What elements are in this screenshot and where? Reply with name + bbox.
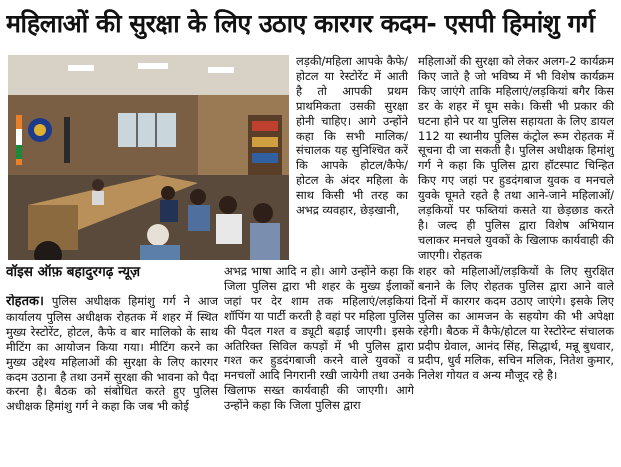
article-headline: महिलाओं की सुरक्षा के लिए उठाए कारगर कदम- एसपी हिमांशु गर्ग (6, 9, 595, 38)
article-column-2 (418, 54, 614, 263)
column-text: महिलाओं की सुरक्षा को लेकर अलग-2 कार्यक्रम किए जाते है जो भविष्य में भी विशेष कार्यक्रम किए जाएंगे ताकि महिलाएं/लड़कियां बगैर किस डर के शहर में घूम सके। किसी भी प्रकार की घटना होने पर या पुलिस सहायता के लिए डायल 112 या स्थानीय पुलिस कंट्रोल रूम रोहतक में सूचना दी जा सकती है। पुलिस अधीक्षक हिमांशु गर्ग ने कहा कि पुलिस द्वारा हॉटस्पाट चिन्हित किए गए जहां पर हुडदंगबाज युवक व मनचले युवके घूमते रहते है तथा आने-जाने महिलाओं/लड़कियों पर फब्तियां कसते या छेड़छाड करते है। जल्द ही पुलिस द्वारा विशेष अभियान चलाकर मनचले युवकों के खिलाफ कार्यवाही की जाएगी। रोहतक (418, 54, 614, 262)
meeting-photo (8, 55, 289, 260)
meeting-room-illustration (8, 55, 289, 260)
article-column-4 (418, 264, 614, 383)
article-column-lead (6, 294, 218, 414)
column-text: लड़की/महिला आपके कैफे/होटल या रेस्टोरेंट में आती है तो आपकी प्रथम प्राथमिकता उसकी सुरक्षा होनी चाहिए। आगे उन्होंने कहा कि सभी मालिक/संचालक यह सुनिश्चित करें कि आपके होटल/कैफे/होटल के अंदर महिला के साथ किसी भी तरह का अभद्र व्यवहार, छेड़खानी, (296, 54, 408, 218)
column-text (6, 294, 218, 414)
article-byline: वॉइस ऑफ़ बहादुरगढ़ न्यूज़ (6, 264, 141, 280)
article-dateline: रोहतक। (6, 294, 44, 309)
article-column-3 (224, 264, 414, 413)
column-text: अभद्र भाषा आदि न हो। आगे उन्होंने कहा कि जिला पुलिस द्वारा भी शहर के मुख्य ईलाकों जहां पर देर शाम तक महिलाएं/लड़कियां शॉपिंग या पार्टी करती है वहां पर महिला पुलिस की पैदल गश्त व ड्यूटी बढ़ाई जाएगी। इसके अतिरिक्त सिविल कपड़ों में भी पुलिस द्वारा गश्त कर हुडदंगबाजी करने वाले युवकों व मनचलों आदि निगरानी रखी जायेगी तथा उनके खिलाफ सख्त कार्यवाही की जाएगी। आगे उन्होंने कहा कि जिला पुलिस द्वारा (224, 264, 414, 413)
article-column-1 (296, 54, 408, 218)
lead-text: पुलिस अधीक्षक हिमांशु गर्ग ने आज कार्यालय पुलिस अधीक्षक रोहतक में शहर में स्थित मुख्य रेस्टोरेंट, होटल, कैफे व बार मालिको के साथ मीटिंग का आयोजन किया गया। मीटिंग करने का मुख्य उद्देश्य महिलाओं की सुरक्षा के लिए कारगर कदम उठाना है तथा उनमें सुरक्षा की भावना को पैदा करना है। बैठक को संबोधित करते हुए पुलिस अधीक्षक हिमांशु गर्ग ने कहा कि जब भी कोई (6, 294, 218, 414)
column-text: शहर को महिलाओं/लड़कियों के लिए सुरक्षित बनाने के लिए रोहतक पुलिस द्वारा आने वाले दिनों में कारगर कदम उठाए जाएंगे। इसके लिए पुलिस का आमजन के सहयोग की भी अपेक्षा रहेगी। बैठक में कैफे/होटल या रेस्टोरेन्ट संचालक प्रदीप ग्रेवाल, आनंद सिंह, सिद्धार्थ, मन्नू बुधवार, प्रदीप, धुर्व मलिक, सचिन मलिक, नितेश कुमार, निलेश गोयत व अन्य मौजूद रहे है। (418, 264, 614, 383)
